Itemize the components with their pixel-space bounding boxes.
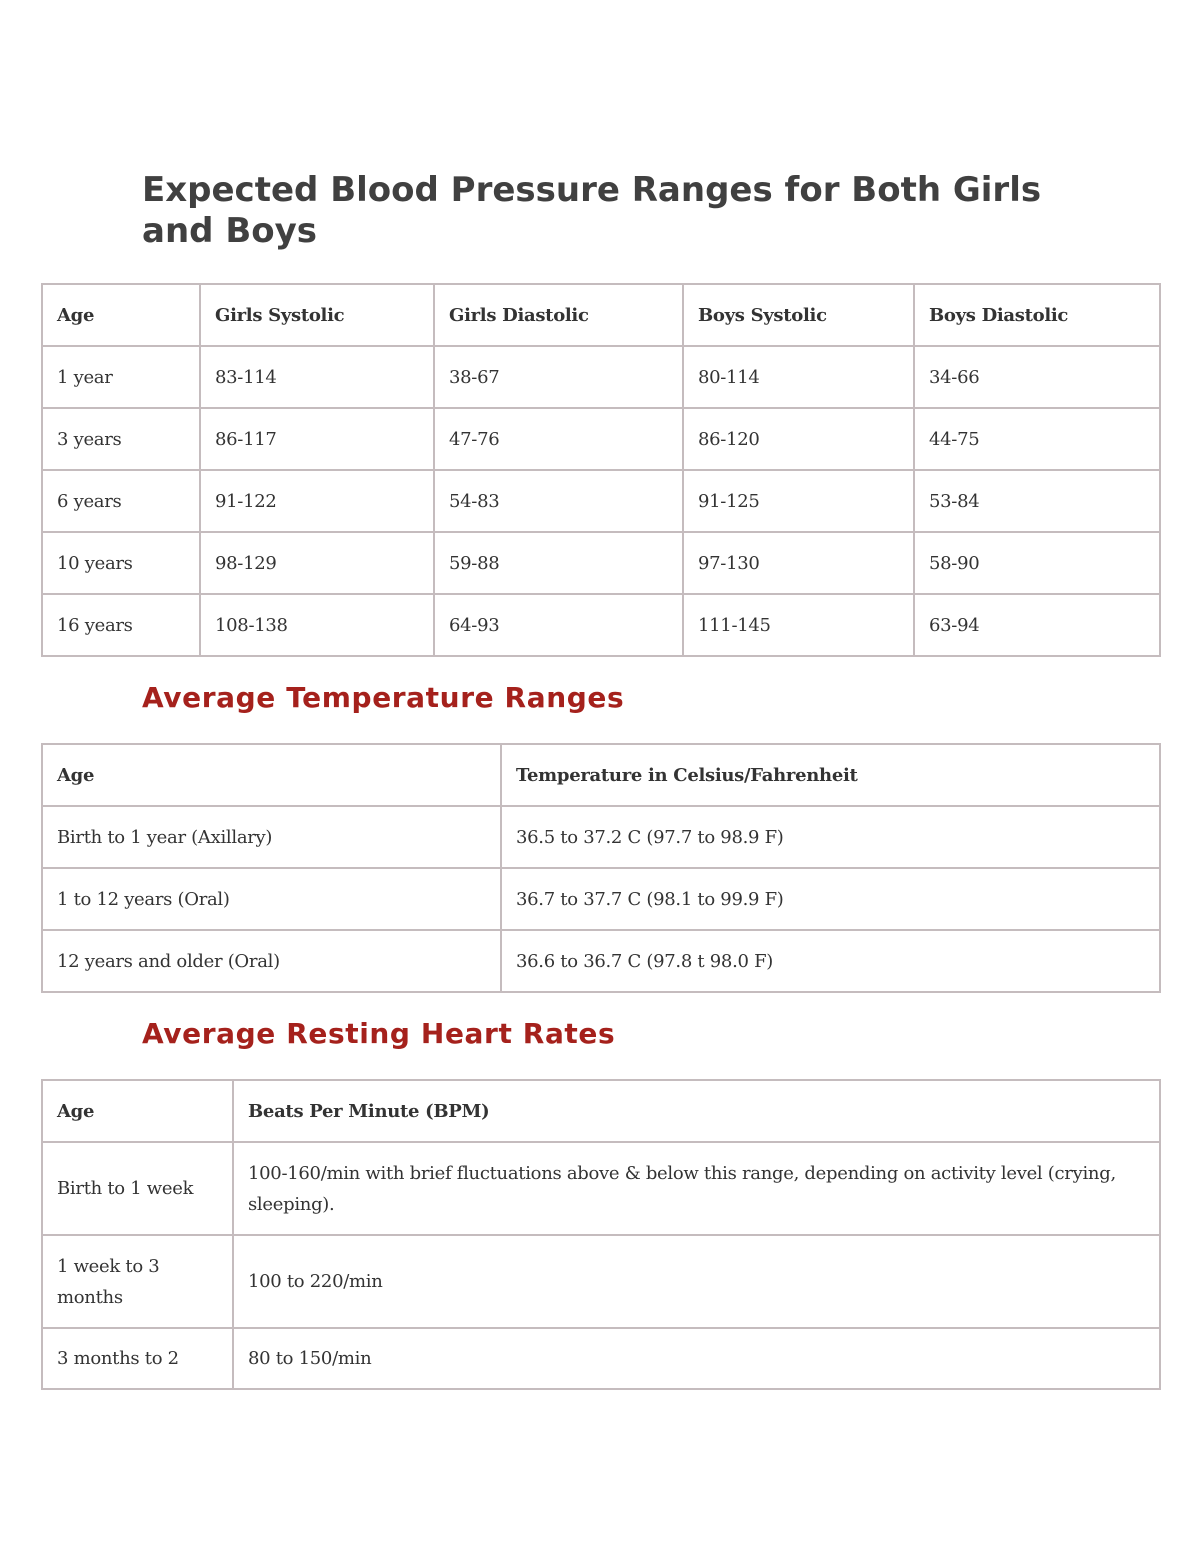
table-row <box>42 806 1160 868</box>
table-cell: 34-66 <box>914 346 1160 408</box>
table-cell: 1 to 12 years (Oral) <box>42 868 501 930</box>
table-cell: Birth to 1 year (Axillary) <box>42 806 501 868</box>
table-row <box>42 930 1160 992</box>
table-cell: 97-130 <box>683 532 914 594</box>
table-cell: 59-88 <box>434 532 683 594</box>
table-row <box>42 594 1160 656</box>
column-header: Age <box>42 284 200 346</box>
table-header-row <box>42 284 1160 346</box>
table-cell: 6 years <box>42 470 200 532</box>
table-cell: 80 to 150/min <box>233 1328 1160 1389</box>
table-cell: 16 years <box>42 594 200 656</box>
table-row <box>42 470 1160 532</box>
table-cell: 36.7 to 37.7 C (98.1 to 99.9 F) <box>501 868 1160 930</box>
table-cell: 58-90 <box>914 532 1160 594</box>
page-title: Expected Blood Pressure Ranges for Both Girls and Boys <box>142 170 1042 251</box>
temperature-table <box>41 743 1161 993</box>
table-cell: 1 year <box>42 346 200 408</box>
table-cell: 100-160/min with brief fluctuations above & below this range, depending on activity level (crying, sleeping). <box>233 1142 1160 1235</box>
temperature-section-title: Average Temperature Ranges <box>142 681 625 714</box>
table-row <box>42 346 1160 408</box>
table-row <box>42 408 1160 470</box>
table-cell: 63-94 <box>914 594 1160 656</box>
blood-pressure-table <box>41 283 1161 657</box>
table-row <box>42 1142 1160 1235</box>
table-cell: 86-120 <box>683 408 914 470</box>
table-cell: 111-145 <box>683 594 914 656</box>
table-cell: 108-138 <box>200 594 434 656</box>
table-cell: 64-93 <box>434 594 683 656</box>
table-row <box>42 1328 1160 1389</box>
column-header: Girls Systolic <box>200 284 434 346</box>
column-header: Boys Diastolic <box>914 284 1160 346</box>
table-cell: Birth to 1 week <box>42 1142 233 1235</box>
column-header: Beats Per Minute (BPM) <box>233 1080 1160 1142</box>
table-row <box>42 532 1160 594</box>
column-header: Girls Diastolic <box>434 284 683 346</box>
table-header-row <box>42 744 1160 806</box>
table-cell: 44-75 <box>914 408 1160 470</box>
table-cell: 98-129 <box>200 532 434 594</box>
table-cell: 86-117 <box>200 408 434 470</box>
table-cell: 38-67 <box>434 346 683 408</box>
table-cell: 91-122 <box>200 470 434 532</box>
table-cell: 3 months to 2 <box>42 1328 233 1389</box>
column-header: Age <box>42 1080 233 1142</box>
table-row <box>42 868 1160 930</box>
column-header: Temperature in Celsius/Fahrenheit <box>501 744 1160 806</box>
table-cell: 54-83 <box>434 470 683 532</box>
table-cell: 1 week to 3 months <box>42 1235 233 1328</box>
table-cell: 47-76 <box>434 408 683 470</box>
table-cell: 83-114 <box>200 346 434 408</box>
heart-rate-table <box>41 1079 1161 1390</box>
table-cell: 53-84 <box>914 470 1160 532</box>
table-cell: 36.6 to 36.7 C (97.8 t 98.0 F) <box>501 930 1160 992</box>
table-cell: 36.5 to 37.2 C (97.7 to 98.9 F) <box>501 806 1160 868</box>
heart-rate-section-title: Average Resting Heart Rates <box>142 1017 616 1050</box>
column-header: Age <box>42 744 501 806</box>
table-row <box>42 1235 1160 1328</box>
table-cell: 12 years and older (Oral) <box>42 930 501 992</box>
table-cell: 91-125 <box>683 470 914 532</box>
column-header: Boys Systolic <box>683 284 914 346</box>
table-header-row <box>42 1080 1160 1142</box>
table-cell: 100 to 220/min <box>233 1235 1160 1328</box>
table-cell: 3 years <box>42 408 200 470</box>
table-cell: 10 years <box>42 532 200 594</box>
table-cell: 80-114 <box>683 346 914 408</box>
